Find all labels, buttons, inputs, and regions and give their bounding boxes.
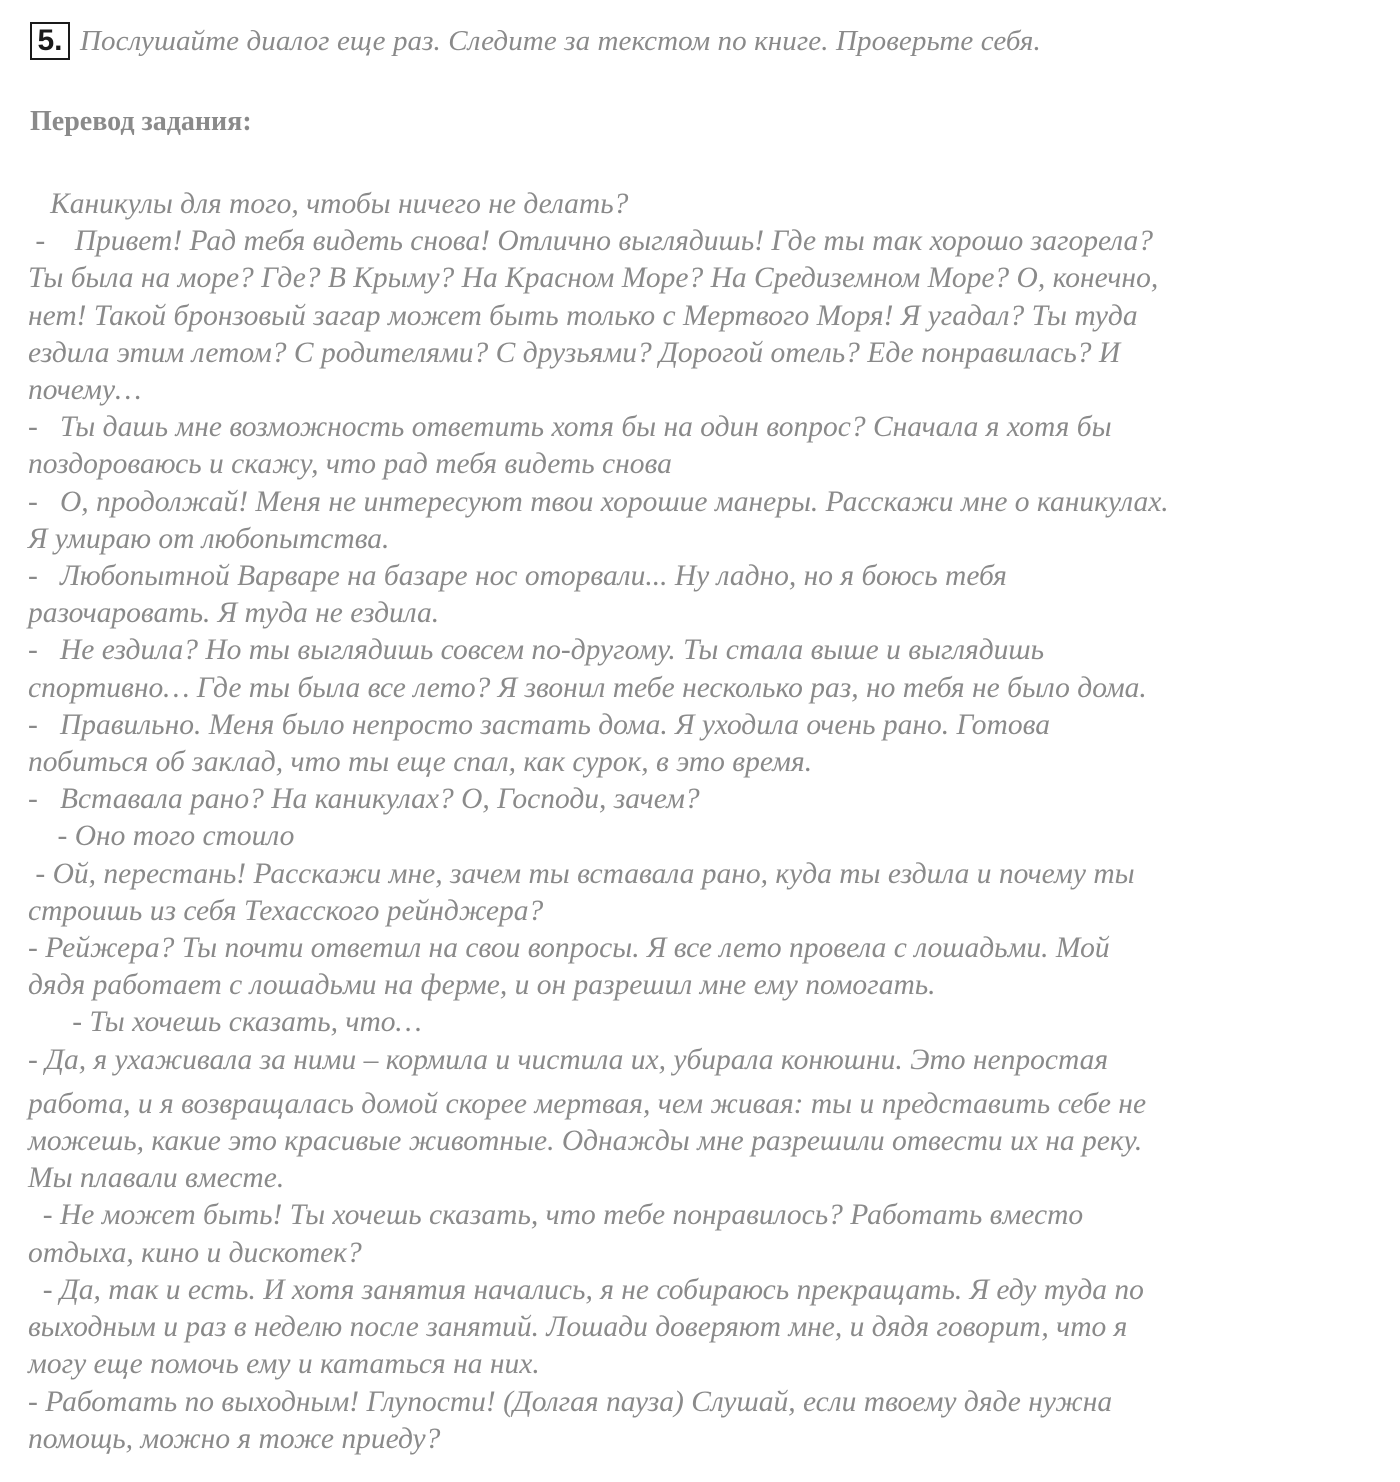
dialogue-line: поздороваюсь и скажу, что рад тебя видеть снова [28, 448, 672, 481]
dialogue-line: могу еще помочь ему и кататься на них. [28, 1348, 540, 1381]
dialogue-line: - Любопытной Варваре на базаре нос оторвали... Ну ладно, но я боюсь тебя [28, 560, 1007, 593]
dialogue-text [28, 186, 1388, 1458]
dialogue-line: выходным и раз в неделю после занятий. Лошади доверяют мне, и дядя говорит, что я [28, 1311, 1128, 1344]
dialogue-line: побиться об заклад, что ты еще спал, как сурок, в это время. [28, 746, 813, 779]
dialogue-line: - Привет! Рад тебя видеть снова! Отлично выглядишь! Где ты так хорошо загорела? [28, 225, 1154, 258]
dialogue-line: - Вставала рано? На каникулах? О, Господи, зачем? [28, 783, 700, 816]
dialogue-line: - Не может быть! Ты хочешь сказать, что тебе понравилось? Работать вместо [28, 1199, 1084, 1232]
dialogue-line: Мы плавали вместе. [28, 1162, 285, 1195]
dialogue-line: отдыха, кино и дискотек? [28, 1236, 362, 1269]
dialogue-line: почему… [28, 374, 142, 407]
dialogue-line: - Да, так и есть. И хотя занятия начались, я не собираюсь прекращать. Я еду туда по [28, 1273, 1144, 1306]
dialogue-line: разочаровать. Я туда не ездила. [28, 597, 440, 630]
dialogue-line: - Работать по выходным! Глупости! (Долгая пауза) Слушай, если твоему дяде нужна [28, 1385, 1113, 1418]
dialogue-line: - Правильно. Меня было непросто застать дома. Я уходила очень рано. Готова [28, 708, 1050, 741]
dialogue-line: Каникулы для того, чтобы ничего не делать? [28, 188, 629, 220]
dialogue-line: - Оно того стоило [28, 820, 295, 853]
dialogue-line: - Ой, перестань! Расскажи мне, зачем ты вставала рано, куда ты ездила и почему ты [28, 857, 1135, 890]
dialogue-line: - Ты хочешь сказать, что… [28, 1006, 422, 1039]
dialogue-line: спортивно… Где ты была все лето? Я звонил тебе несколько раз, но тебя не было дома. [28, 671, 1147, 704]
dialogue-line: работа, и я возвращалась домой скорее мертвая, чем живая: ты и представить себе не [28, 1087, 1147, 1120]
dialogue-line: - Ты дашь мне возможность ответить хотя бы на один вопрос? Сначала я хотя бы [28, 411, 1112, 444]
task-number-box: 5. [30, 22, 70, 60]
dialogue-line: дядя работает с лошадьми на ферме, и он разрешил мне ему помогать. [28, 969, 936, 1002]
task-header [30, 22, 1041, 60]
dialogue-line: - Рейжера? Ты почти ответил на свои вопросы. Я все лето провела с лошадьми. Мой [28, 932, 1110, 965]
dialogue-line: - Не ездила? Но ты выглядишь совсем по-другому. Ты стала выше и выглядишь [28, 634, 1045, 667]
dialogue-line: - Да, я ухаживала за ними – кормила и чистила их, убирала конюшни. Это непростая [28, 1043, 1109, 1076]
dialogue-line: можешь, какие это красивые животные. Однажды мне разрешили отвести их на реку. [28, 1125, 1143, 1158]
dialogue-line: - О, продолжай! Меня не интересуют твои хорошие манеры. Расскажи мне о каникулах. [28, 485, 1169, 518]
dialogue-line: Ты была на море? Где? В Крыму? На Красном Море? На Средиземном Море? О, конечно, [28, 262, 1159, 295]
dialogue-line: строишь из себя Техасского рейнджера? [28, 894, 544, 927]
dialogue-line: помощь, можно я тоже приеду? [28, 1422, 441, 1455]
dialogue-line: ездила этим летом? С родителями? С друзьями? Дорогой отель? Еде понравилась? И [28, 336, 1121, 369]
dialogue-line: Я умираю от любопытства. [28, 522, 390, 555]
task-instruction: Послушайте диалог еще раз. Следите за текстом по книге. Проверьте себя. [80, 24, 1041, 57]
section-heading: Перевод задания: [30, 106, 252, 137]
dialogue-line: нет! Такой бронзовый загар может быть только с Мертвого Моря! Я угадал? Ты туда [28, 299, 1138, 332]
